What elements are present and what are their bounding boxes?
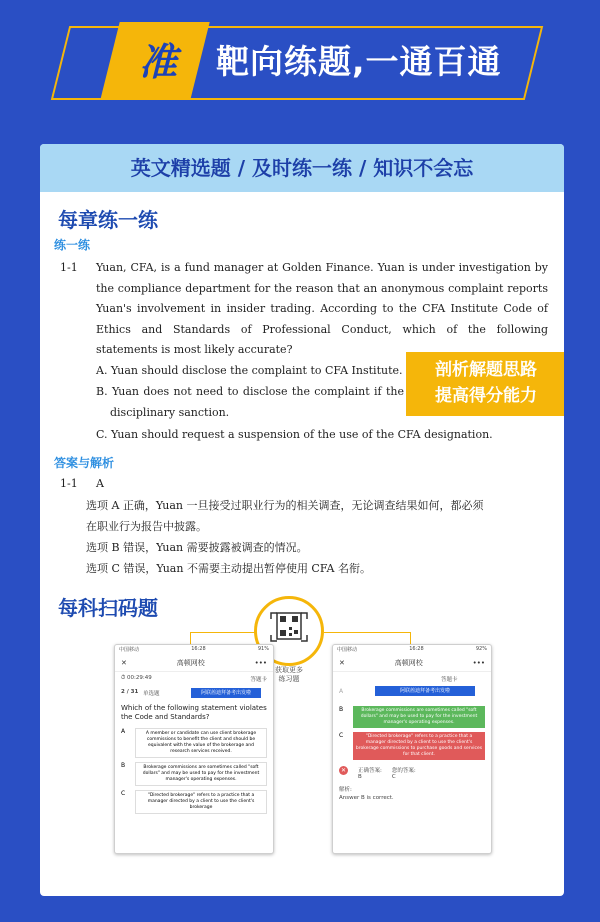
- answer-line-1: 选项 A 正确，Yuan 一旦接受过职业行为的相关调查，无论调查结果如何，都必须: [86, 499, 484, 512]
- answer-line-4: 选项 C 错误，Yuan 不需要主动提出暂停使用 CFA 名衔。: [86, 562, 371, 575]
- answer-line-2: 在职业行为报告中披露。: [86, 520, 207, 533]
- banner-title: 靶向练题,一通百通: [216, 42, 502, 81]
- promo-badge: [406, 352, 564, 416]
- phone-screenshot-question: [114, 644, 274, 854]
- option-b-line1: B. Yuan does not need to disclose the complaint if the: [96, 385, 404, 398]
- content-card: [40, 144, 564, 896]
- counter-row: [115, 686, 273, 700]
- answer-card-link[interactable]: 答题卡: [441, 677, 458, 683]
- carrier: 中国移动: [337, 647, 358, 653]
- answer-line-3: 选项 B 错误，Yuan 需要披露被调查的情况。: [86, 541, 308, 554]
- option-b-line2: disciplinary sanction.: [110, 406, 230, 419]
- nav-bar: [333, 655, 491, 672]
- question-counter: 2 / 31: [121, 689, 139, 695]
- timer: ⏱ 00:29:49: [121, 675, 152, 681]
- phone-question-text: Which of the following statement violates the Code and Standards?: [121, 704, 267, 721]
- more-icon[interactable]: •••: [254, 659, 267, 667]
- status-bar: [333, 645, 491, 655]
- correct-answer: 正确答案: B: [358, 768, 382, 780]
- qr-label-line-1: 获取更多: [275, 666, 303, 674]
- option-c: C. Yuan should request a suspension of the use of the CFA designation.: [96, 428, 493, 441]
- battery: 92%: [475, 646, 487, 652]
- question-block: [60, 258, 550, 362]
- your-answer: 您的答案: C: [391, 768, 416, 780]
- question-text: Yuan, CFA, is a fund manager at Golden Finance. Yuan is under investigation by the compliance department for the reason that an anonymous complaint reports Yuan's involvement in insider trading. According to the CFA Institute Code of Ethics and Standards of Professional Conduct, which of the following statements is most likely accurate?: [96, 261, 548, 356]
- qr-label-line-2: 练习题: [278, 675, 300, 683]
- clock: 16:28: [191, 646, 206, 652]
- promo-line-2: 提高得分能力: [435, 386, 537, 406]
- card-header: 英文精选题 / 及时练一练 / 知识不会忘: [40, 144, 564, 192]
- answer-card-link[interactable]: 答题卡: [250, 677, 267, 683]
- result-row: [333, 762, 491, 784]
- phone-option-a[interactable]: A A member or candidate can use client brokerage commissions to benefit the client and should be equivalent with the value of the brokerage and research services received.: [115, 726, 273, 760]
- carrier: 中国移动: [119, 647, 140, 653]
- phone-option-b[interactable]: B Brokerage commissions are sometimes called "soft dollars" and may be used to pay for the investment manager's operating expenses.: [115, 760, 273, 788]
- battery: 91%: [257, 646, 269, 652]
- close-icon[interactable]: ✕: [121, 659, 127, 667]
- section-title-scan: 每科扫码题: [58, 596, 158, 620]
- promo-strip[interactable]: 阿联酋迪拜备考出发啦: [375, 686, 475, 696]
- answer-subtitle: 答案与解析: [54, 456, 115, 470]
- phone-screenshot-answer: [332, 644, 492, 854]
- question-type: 单选题: [143, 691, 160, 697]
- banner-badge-char: 准: [138, 40, 177, 84]
- promo-line-1: 剖析解题思路: [435, 360, 537, 380]
- question-number: 1-1: [60, 261, 78, 274]
- more-icon[interactable]: •••: [472, 659, 485, 667]
- answer-letter: A: [96, 477, 104, 490]
- phone-option-c[interactable]: C "Directed brokerage" refers to a practice that a manager directed by a client to use the client's brokerage: [115, 788, 273, 816]
- answer-header-row: [333, 672, 491, 686]
- phone-option-c-wrong[interactable]: C "Directed brokerage" refers to a practice that a manager directed by a client to use the client's brokerage commissions to purchase goods and services for that client.: [333, 730, 491, 762]
- nav-title: 高顿网校: [394, 659, 423, 667]
- answer-number: 1-1: [60, 477, 78, 490]
- nav-bar: [115, 655, 273, 672]
- wrong-icon: ✕: [340, 767, 347, 774]
- section-title-chapter: 每章练一练: [58, 208, 158, 232]
- close-icon[interactable]: ✕: [339, 659, 345, 667]
- option-a: A. Yuan should disclose the complaint to CFA Institute.: [96, 364, 403, 377]
- promo-strip[interactable]: 阿联酋迪拜备考出发啦: [191, 688, 261, 698]
- nav-title: 高顿网校: [176, 659, 205, 667]
- analysis: 解析: Answer B is correct.: [339, 787, 394, 801]
- phone-option-a[interactable]: A 阿联酋迪拜备考出发啦: [333, 686, 491, 704]
- timer-row: [115, 672, 273, 686]
- status-bar: [115, 645, 273, 655]
- clock: 16:28: [409, 646, 424, 652]
- section-subtitle-practice: 练一练: [54, 238, 91, 252]
- phone-option-b-correct[interactable]: B Brokerage commissions are sometimes called "soft dollars" and may be used to pay for the investment manager's operating expenses.: [333, 704, 491, 730]
